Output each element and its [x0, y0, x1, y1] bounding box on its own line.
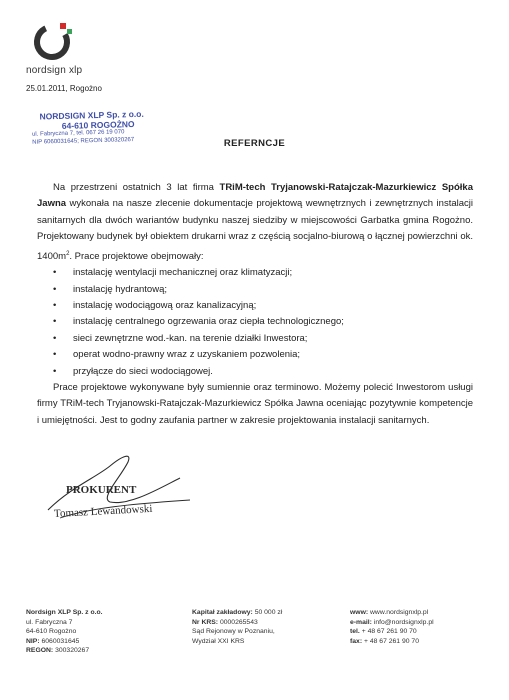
list-item-text: instalację wentylacji mechanicznej oraz klimatyzacji;	[73, 267, 293, 279]
footer-www	[350, 608, 434, 618]
list-item	[53, 314, 473, 330]
list-item	[53, 298, 473, 314]
list-item	[53, 364, 473, 380]
footer-registry-column	[192, 608, 282, 646]
footer-city: 64-610 Rogożno	[26, 628, 77, 636]
fax-value: + 48 67 261 90 70	[363, 637, 419, 645]
bullet: •	[53, 332, 57, 344]
list-item-text: instalację hydrantową;	[73, 283, 167, 295]
stamp-line-2: 64-610 ROGOŻNO	[61, 119, 135, 132]
bullet: •	[53, 283, 57, 295]
list-item	[53, 347, 473, 363]
footer-krs	[192, 618, 282, 628]
footer-contact-column	[350, 608, 434, 646]
footer-capital	[192, 608, 282, 618]
signature-title: PROKURENT	[66, 484, 137, 496]
scope-list	[37, 265, 473, 380]
bullet: •	[53, 365, 57, 377]
list-item-text: instalację wodociągową oraz kanalizacyjną;	[73, 300, 257, 311]
date-line: 25.01.2011, Rogożno	[26, 84, 102, 93]
signature-block	[40, 448, 220, 538]
bullet: •	[53, 316, 57, 328]
list-item	[53, 265, 473, 281]
tel-value: + 48 67 261 90 70	[361, 628, 417, 636]
footer-company-column	[26, 608, 103, 656]
stamp-line-1: NORDSIGN XLP Sp. z o.o.	[39, 108, 144, 122]
capital-value: 50 000 zł	[254, 609, 283, 616]
footer-fax	[350, 637, 434, 647]
bullet: •	[53, 267, 57, 279]
regon-value: 300320267	[55, 647, 90, 655]
intro-text: Na przestrzeni ostatnich 3 lat firma	[53, 182, 220, 193]
email-label: e-mail:	[350, 618, 372, 626]
stamp-line-4: NIP 6060031645; REGON 300320267	[32, 136, 135, 146]
brand-name: nordsign xlp	[26, 65, 83, 76]
list-item-text: instalację centralnego ogrzewania oraz ciepła technologicznego;	[73, 316, 344, 328]
krs-label: Nr KRS:	[192, 618, 219, 626]
list-item	[53, 282, 473, 298]
bullet: •	[53, 300, 57, 311]
nordsign-logo-icon	[30, 20, 74, 64]
footer-tel	[350, 627, 434, 637]
footer-company: Nordsign XLP Sp. z o.o.	[26, 609, 103, 616]
area-superscript: 2	[66, 250, 70, 257]
nip-label: NIP:	[26, 637, 40, 645]
capital-label: Kapitał zakładowy:	[192, 609, 253, 616]
footer-regon	[26, 646, 103, 656]
footer-dept: Wydział XXI KRS	[192, 637, 245, 645]
footer-nip	[26, 637, 103, 647]
intro-text-continued: wykonała na nasze zlecenie dokumentacje projektową wewnętrznych i zewnętrznych instalacji sanitarnych dla dwóch wariantów budynku naszej siedziby w miejscowości Garbatka gmina Rogożno. Projektowany budynek był obiektem drukarni wraz z częścią socjalno-biurową o łącznej powierzchni ok. 1400m	[37, 198, 473, 262]
letter-body	[37, 180, 473, 429]
nip-value: 6060031645	[41, 637, 80, 645]
www-link: www.nordsignxlp.pl	[370, 609, 429, 616]
intro-text-end: . Prace projektowe obejmowały:	[69, 250, 204, 262]
krs-value: 0000265543	[219, 618, 258, 626]
email-link: info@nordsignxlp.pl	[373, 618, 434, 626]
letter-title: REFERNCJE	[223, 138, 286, 149]
company-name: TRiM-tech Tryjanowski-Ratajczak-Mazurkiewicz Spółka Jawna	[37, 182, 473, 210]
www-label: www:	[350, 609, 369, 616]
footer-court: Sąd Rejonowy w Poznaniu,	[192, 628, 275, 636]
tel-label: tel.	[350, 628, 360, 636]
list-item	[53, 331, 473, 347]
intro-paragraph	[37, 180, 473, 265]
signature-name: Tomasz Lewandowski	[53, 502, 153, 520]
list-item-text: przyłącze do sieci wodociągowej.	[73, 365, 213, 377]
list-item-text: operat wodno-prawny wraz z uzyskaniem pozwolenia;	[73, 349, 301, 361]
fax-label: fax:	[350, 637, 363, 645]
regon-label: REGON:	[26, 647, 54, 655]
list-item-text: sieci zewnętrzne wod.-kan. na terenie działki Inwestora;	[73, 332, 308, 344]
closing-paragraph: Prace projektowe wykonywane były sumiennie oraz terminowo. Możemy polecić Inwestorom usługi firmy TRiM-tech Tryjanowski-Ratajczak-Mazurkiewicz Spółka Jawna oceniając pozytywnie kompetencje i umiejętności. Jest to godny zaufania partner w zakresie projektowania instalacji sanitarnych.	[37, 382, 473, 426]
footer-street: ul. Fabryczna 7	[26, 618, 73, 626]
stamp-line-3: ul. Fabryczna 7, tel. 067 26 19 070	[31, 129, 125, 139]
bullet: •	[53, 349, 57, 361]
footer-email	[350, 618, 434, 628]
